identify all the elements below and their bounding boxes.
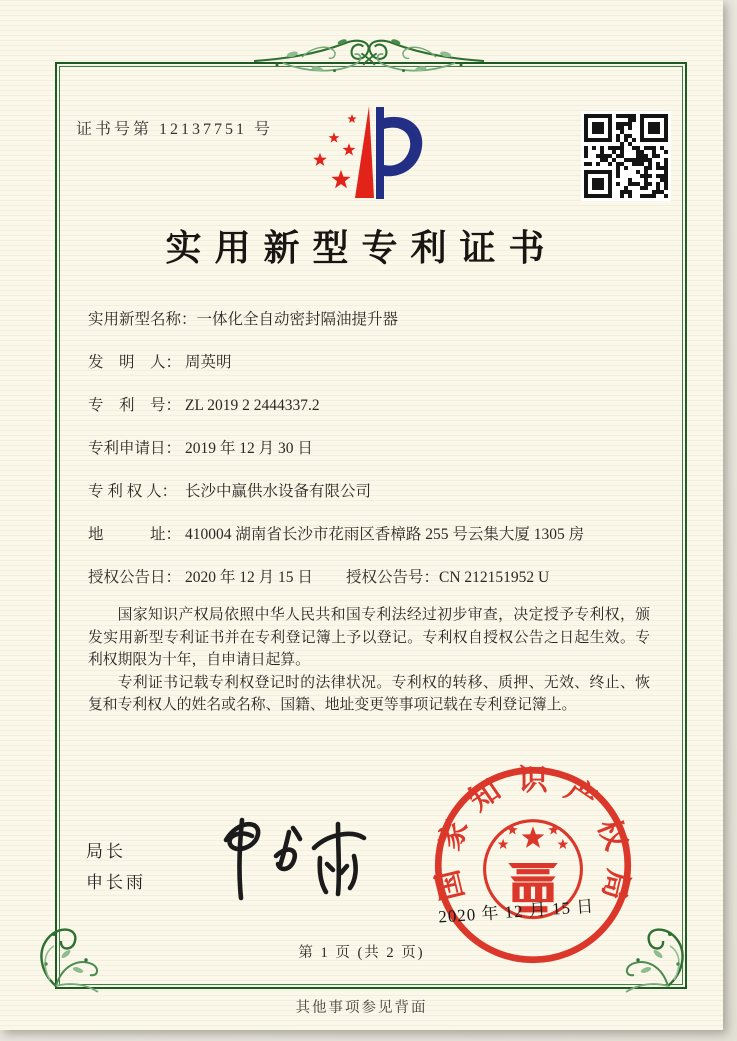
certificate-number: 证书号第 12137751 号	[76, 121, 274, 138]
field-application-date	[88, 438, 648, 481]
field-list	[88, 309, 648, 610]
field-label: 授权公告日：	[88, 569, 182, 586]
field-address	[88, 524, 648, 567]
field-patent-number	[88, 395, 648, 438]
official-seal	[430, 762, 636, 968]
signer-name: 申长雨	[86, 873, 146, 892]
field-value: ZL 2019 2 2444337.2	[185, 397, 320, 414]
back-side-note: 其他事项参见背面	[295, 1000, 428, 1016]
field-label: 发 明 人：	[88, 354, 182, 371]
seal-date: 2020 年 12 月 15 日	[437, 896, 595, 927]
field-patentee	[88, 481, 648, 524]
field-value: 2019 年 12 月 30 日	[185, 440, 313, 457]
cnipa-logo-icon	[303, 98, 435, 208]
field-value: 2020 年 12 月 15 日	[185, 569, 313, 586]
field-label: 专 利 号：	[88, 397, 182, 414]
legal-paragraph-2: 专利证书记载专利权登记时的法律状况。专利权的转移、质押、无效、终止、恢复和专利权人的姓名或名称、国籍、地址变更等事项记载在专利登记簿上。	[88, 674, 650, 713]
field-label: 专利申请日：	[88, 440, 182, 457]
field-label: 授权公告号：	[346, 569, 440, 586]
seal-text: 国家知识产权局	[431, 763, 635, 904]
certificate-title: 实用新型专利证书	[165, 228, 558, 268]
field-value: 一体化全自动密封隔油提升器	[196, 311, 399, 328]
legal-paragraph-1: 国家知识产权局依照中华人民共和国专利法经过初步审查，决定授予专利权，颁发实用新型专利证书并在专利登记簿上予以登记。专利权自授权公告之日起生效。专利权期限为十年，自申请日起算。	[88, 607, 650, 668]
qr-code-icon	[581, 111, 671, 201]
field-value: CN 212151952 U	[439, 569, 550, 586]
field-value: 周英明	[185, 354, 232, 371]
legal-text	[88, 604, 650, 717]
signer-title: 局长	[86, 842, 126, 861]
field-utility-model-name	[88, 309, 648, 352]
field-label: 实用新型名称：	[88, 311, 197, 328]
field-grant-number	[346, 567, 549, 589]
field-value: 长沙中赢供水设备有限公司	[185, 483, 372, 500]
top-border-ornament	[254, 28, 484, 96]
page-number: 第 1 页 (共 2 页)	[298, 945, 425, 961]
field-label: 专 利 权 人：	[88, 483, 178, 500]
signature-handwriting	[192, 806, 382, 908]
field-inventor	[88, 352, 648, 395]
field-label: 地 址：	[88, 526, 182, 543]
signer-block	[86, 836, 146, 898]
field-value: 410004 湖南省长沙市花雨区香樟路 255 号云集大厦 1305 房	[185, 526, 585, 543]
